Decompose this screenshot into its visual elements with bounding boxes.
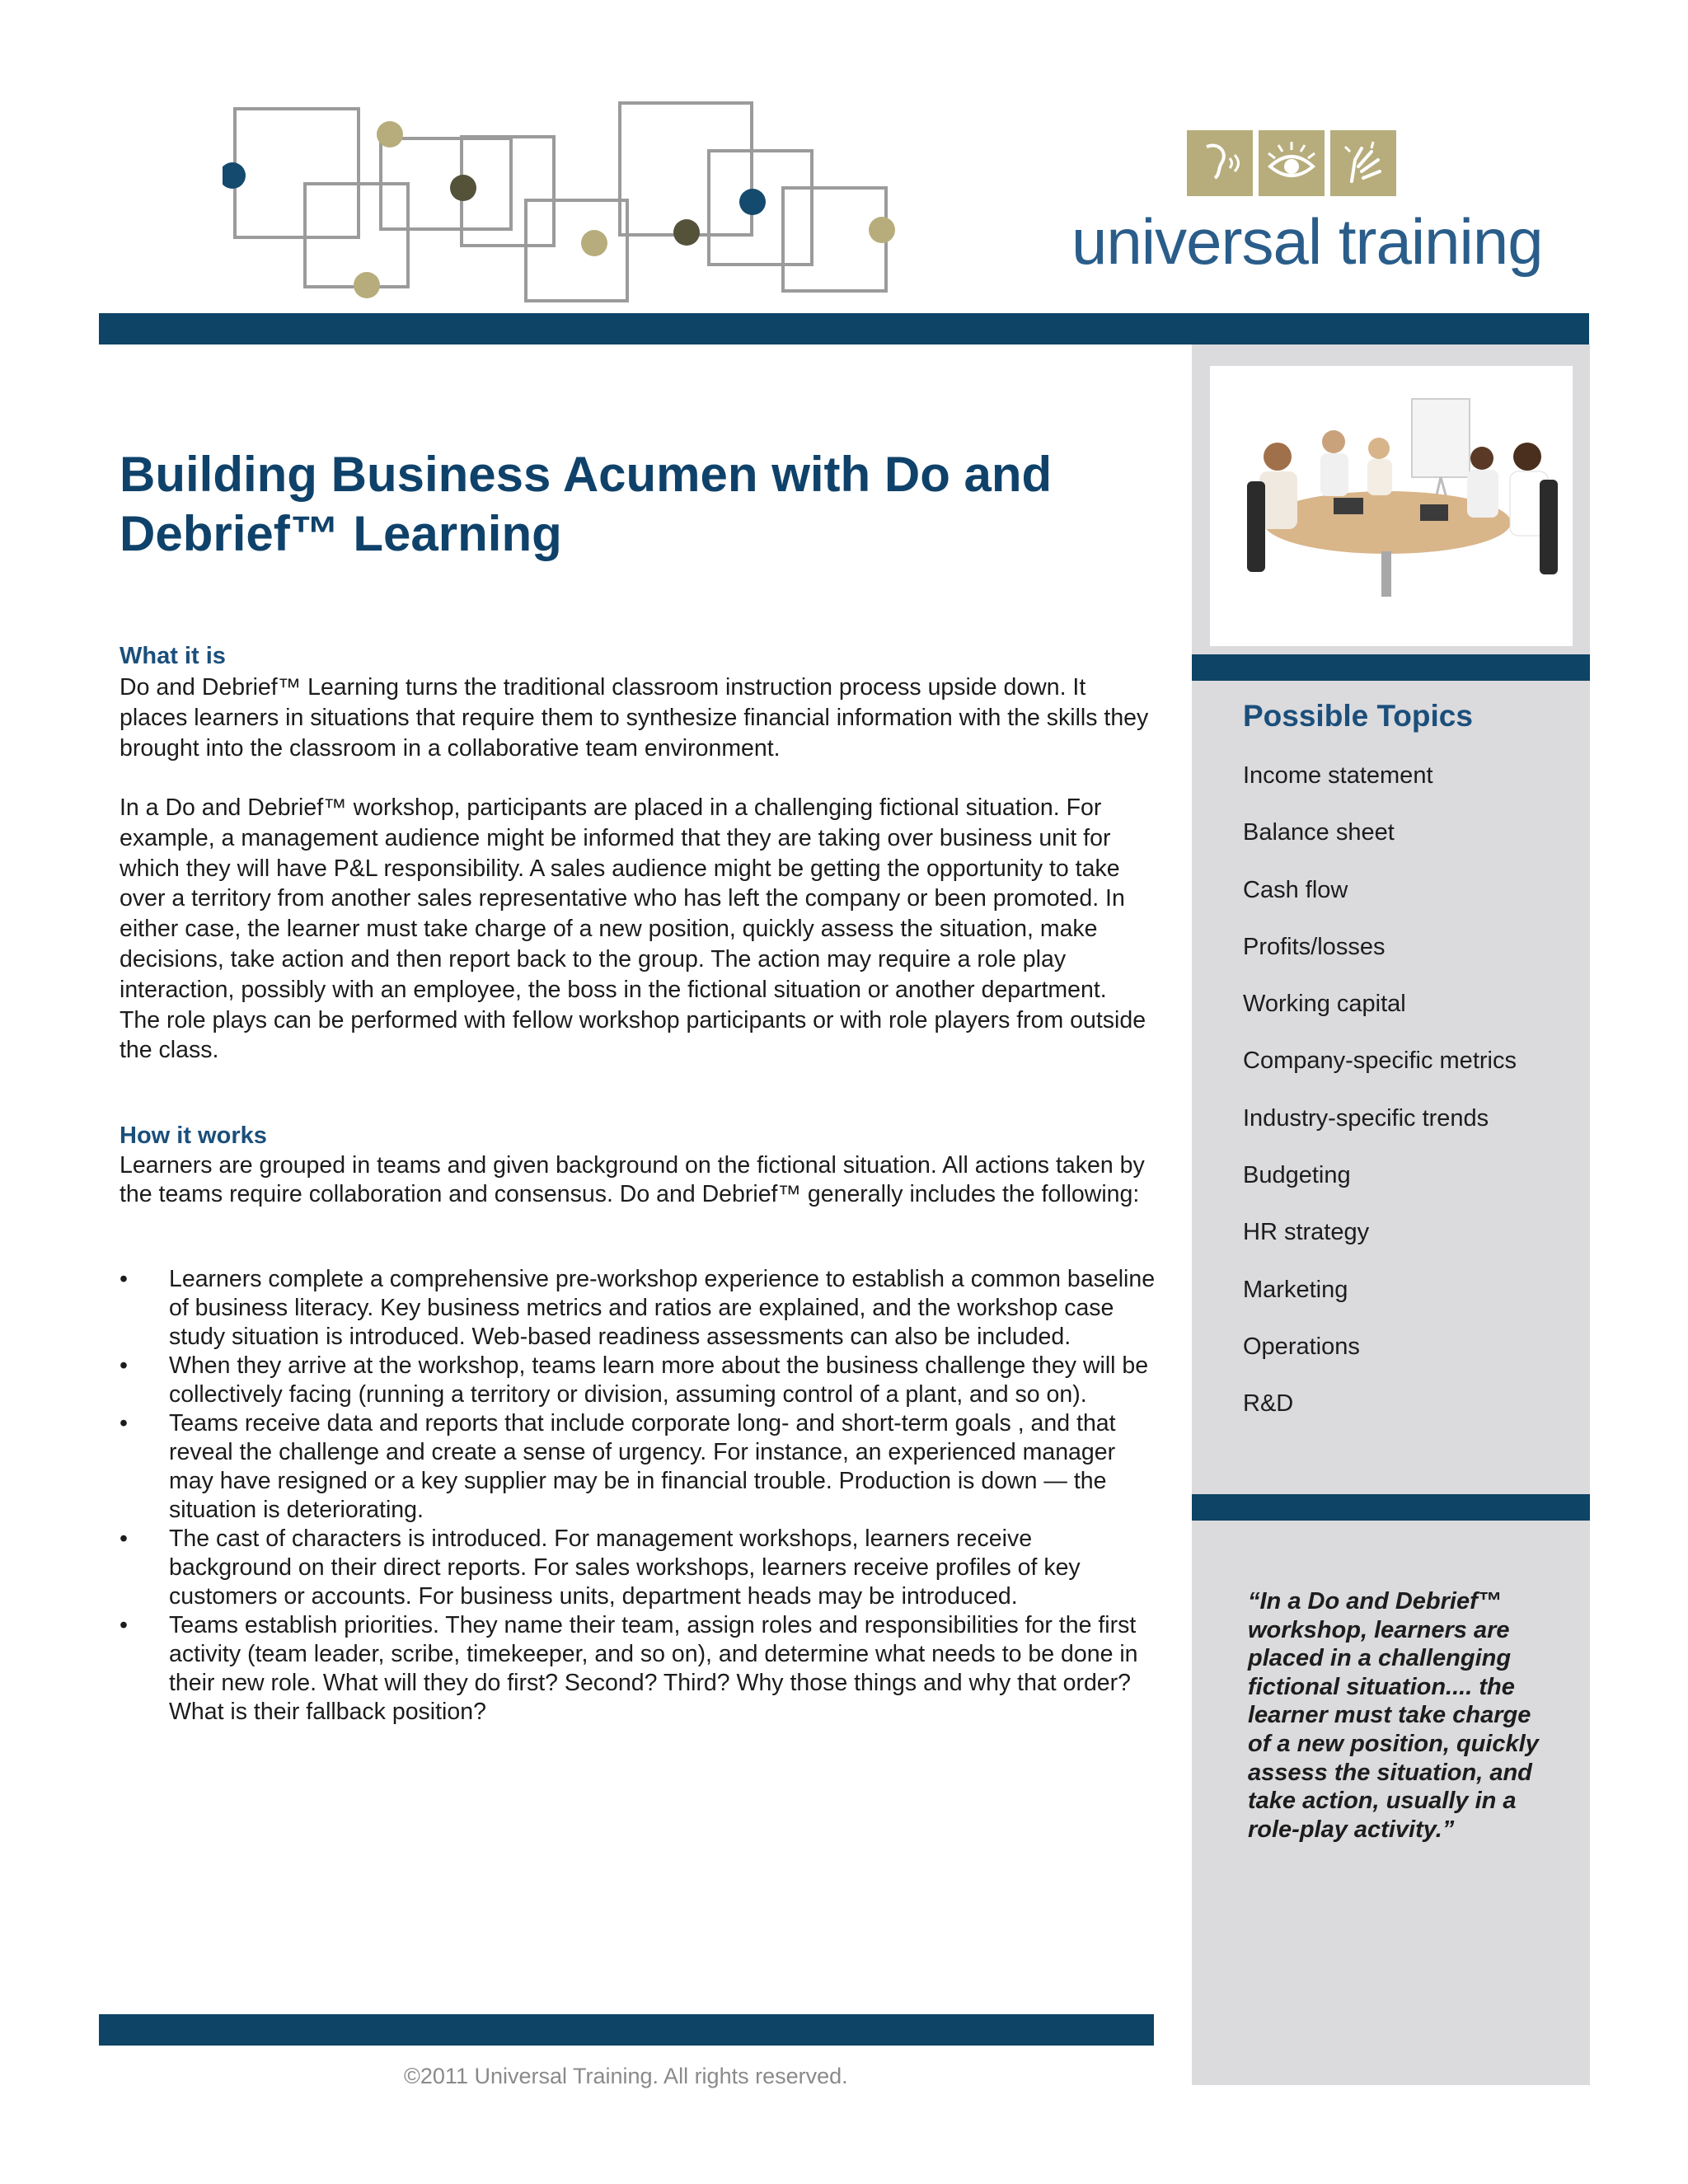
- topic-item: Balance sheet: [1243, 819, 1395, 846]
- topic-item: Industry-specific trends: [1243, 1104, 1489, 1132]
- what-it-is-heading: What it is: [120, 643, 226, 669]
- page-title: Building Business Acumen with Do and Debrief™ Learning: [120, 447, 1053, 561]
- topic-item: Working capital: [1243, 991, 1406, 1018]
- bullet-glyph: •: [120, 1526, 128, 1552]
- bullet-glyph: •: [120, 1410, 128, 1436]
- sidebar-band-bottom: [1192, 1494, 1590, 1521]
- topics-heading: Possible Topics: [1243, 699, 1473, 733]
- what-it-is-paragraph-2: In a Do and Debrief™ workshop, participants are placed in a challenging fictional situation. For example, a management audience might be informed that they are taking over business unit for which they will have P&L responsibility. A sales audience might be getting the opportunity to take over a territory from another sales representative who has left the company or been promoted. In either case, the learner must take charge of a new position, quickly assess the situation, make decisions, take action and then report back to the group. The action may require a role play interaction, possibly with an employee, the boss in the fictional situation or another department. The role plays can be performed with fellow workshop participants or with role players from outside the class.: [120, 794, 1146, 1064]
- how-it-works-intro: Learners are grouped in teams and given background on the fictional situation. All actions taken by the teams require collaboration and consensus. Do and Debrief™ generally includes the following:: [120, 1152, 1145, 1207]
- list-item: [120, 1352, 1158, 1409]
- list-item-text: Teams receive data and reports that include corporate long- and short-term goals , and that reveal the challenge and create a sense of urgency. For instance, an experienced manager may have resigned or a key supplier may be in financial trouble. Production is down — the situation is deteriorating.: [169, 1410, 1116, 1523]
- topic-item: Marketing: [1243, 1276, 1348, 1303]
- brand-name: universal training: [1071, 205, 1543, 278]
- how-it-works-heading: How it works: [120, 1122, 267, 1149]
- topic-item: HR strategy: [1243, 1219, 1370, 1246]
- sidebar-band-top: [1192, 654, 1590, 681]
- list-item-text: Learners complete a comprehensive pre-workshop experience to establish a common baseline of business literacy. Key business metrics and ratios are explained, and the workshop case study situation is introduced. Web-based readiness assessments can also be included.: [169, 1266, 1156, 1350]
- meeting-photo: [1210, 366, 1573, 646]
- bullet-glyph: •: [120, 1266, 128, 1292]
- list-item: [120, 1265, 1158, 1352]
- footer-bar: [99, 2014, 1154, 2046]
- list-item: [120, 1525, 1158, 1611]
- bullet-glyph: •: [120, 1612, 128, 1638]
- sidebar: [1192, 344, 1590, 2085]
- copyright: ©2011 Universal Training. All rights reserved.: [404, 2064, 848, 2088]
- pull-quote: “In a Do and Debrief™ workshop, learners are placed in a challenging fictional situation.... the learner must take charge of a new position, quickly assess the situation, and take action, usually in a role-play activity.”: [1248, 1588, 1539, 1843]
- list-item: [120, 1611, 1158, 1727]
- eye-icon: [1259, 130, 1325, 196]
- topic-item: Income statement: [1243, 762, 1433, 789]
- brand-logo: [1071, 130, 1543, 279]
- bullet-glyph: •: [120, 1352, 128, 1379]
- hand-icon: [1330, 130, 1396, 196]
- topic-item: Operations: [1243, 1333, 1360, 1360]
- topic-item: Cash flow: [1243, 876, 1348, 903]
- topic-item: Budgeting: [1243, 1162, 1351, 1189]
- list-item: [120, 1409, 1158, 1525]
- list-item-text: The cast of characters is introduced. For management workshops, learners receive background on their direct reports. For sales workshops, learners receive profiles of key customers or accounts. For business units, department heads may be introduced.: [169, 1526, 1081, 1610]
- list-item-text: Teams establish priorities. They name their team, assign roles and responsibilities for the first activity (team leader, scribe, timekeeper, and so on), and determine what needs to be done in their new role. What will they do first? Second? Third? Why those things and why that order? What is their fallback position?: [169, 1612, 1138, 1725]
- header-squares-graphic: [223, 97, 907, 312]
- topic-item: R&D: [1243, 1390, 1294, 1418]
- topic-item: Profits/losses: [1243, 933, 1386, 960]
- hearing-icon: [1187, 130, 1253, 196]
- what-it-is-paragraph-1: Do and Debrief™ Learning turns the traditional classroom instruction process upside down. It places learners in situations that require them to synthesize financial information with the skills they brought into the classroom in a collaborative team environment.: [120, 674, 1149, 762]
- header-bar: [99, 313, 1589, 344]
- how-it-works-list: [120, 1265, 1158, 1727]
- topic-item: Company-specific metrics: [1243, 1047, 1517, 1075]
- list-item-text: When they arrive at the workshop, teams learn more about the business challenge they will be collectively facing (running a territory or division, assuming control of a plant, and so on).: [169, 1352, 1149, 1408]
- topics-list: [1243, 761, 1517, 1446]
